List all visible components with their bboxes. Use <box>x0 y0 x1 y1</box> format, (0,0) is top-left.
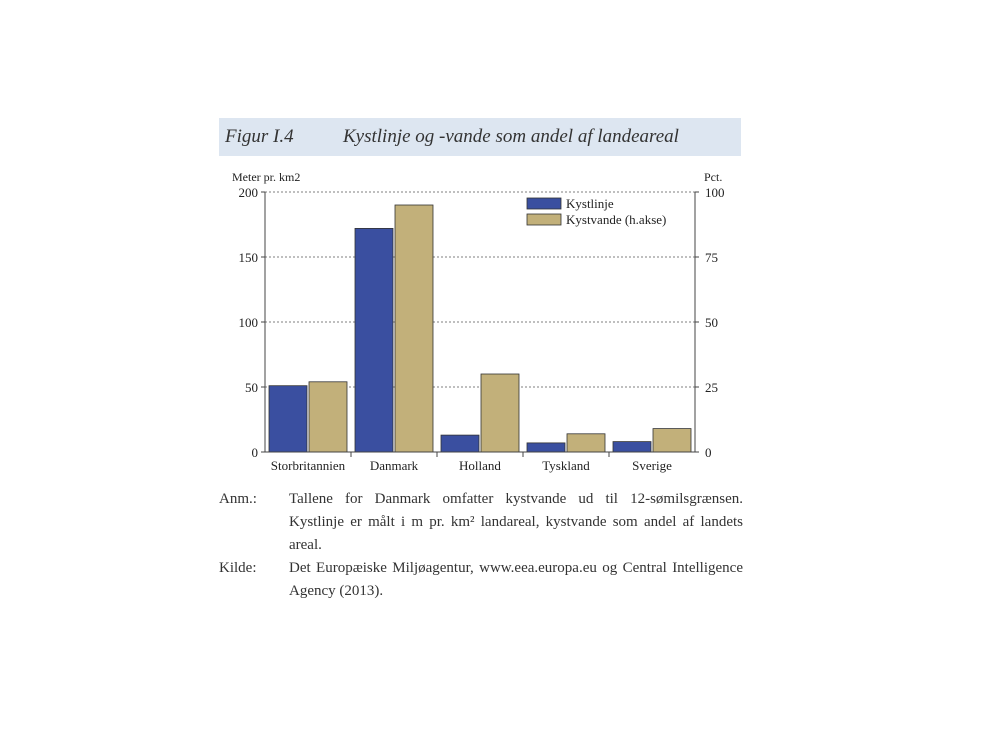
bar-kystlinje <box>441 435 479 452</box>
y-tick-label-right: 75 <box>705 250 718 265</box>
bar-kystvande <box>395 205 433 452</box>
y-tick-label-left: 100 <box>238 315 258 330</box>
y-tick-label-right: 0 <box>705 445 712 460</box>
bar-kystvande <box>567 434 605 452</box>
y-tick-label-left: 200 <box>238 185 258 200</box>
note-kilde <box>219 557 743 603</box>
note-kilde-label: Kilde: <box>219 560 257 576</box>
bar-kystlinje <box>355 228 393 452</box>
bar-kystlinje <box>613 442 651 452</box>
figure-title: Kystlinje og -vande som andel af landeareal <box>343 126 679 147</box>
y-tick-label-left: 50 <box>245 380 258 395</box>
bar-kystvande <box>481 374 519 452</box>
figure-notes <box>219 488 743 603</box>
x-tick-label: Danmark <box>369 458 419 473</box>
legend-swatch <box>527 198 561 209</box>
y-tick-label-left: 150 <box>238 250 258 265</box>
x-tick-label: Tyskland <box>542 458 590 473</box>
bars <box>269 205 691 452</box>
note-anm-text: Tallene for Danmark omfatter kystvande ud til 12-sømilsgrænsen. Kystlinje er målt i m pr. km² landareal, kystvande som andel af landets areal. <box>289 491 743 553</box>
note-kilde-text: Det Europæiske Miljøagentur, www.eea.europa.eu og Central Intelligence Agency (2013). <box>289 560 743 599</box>
legend-label: Kystlinje <box>566 196 614 211</box>
y-axis-label-right: Pct. <box>704 170 723 184</box>
bar-kystlinje <box>269 386 307 452</box>
bar-kystlinje <box>527 443 565 452</box>
note-anm-label: Anm.: <box>219 491 257 507</box>
y-tick-label-left: 0 <box>251 445 258 460</box>
legend <box>527 196 666 227</box>
x-tick-label: Sverige <box>632 458 672 473</box>
legend-swatch <box>527 214 561 225</box>
y-axis-label-left: Meter pr. km2 <box>232 170 301 184</box>
bar-kystvande <box>653 429 691 452</box>
legend-label: Kystvande (h.akse) <box>566 212 667 227</box>
x-tick-label: Holland <box>459 458 501 473</box>
bar-kystvande <box>309 382 347 452</box>
y-tick-label-right: 25 <box>705 380 718 395</box>
y-tick-label-right: 50 <box>705 315 718 330</box>
note-anm <box>219 488 743 557</box>
y-tick-label-right: 100 <box>705 185 725 200</box>
figure-label: Figur I.4 <box>225 126 294 147</box>
x-tick-label: Storbritannien <box>270 458 346 473</box>
